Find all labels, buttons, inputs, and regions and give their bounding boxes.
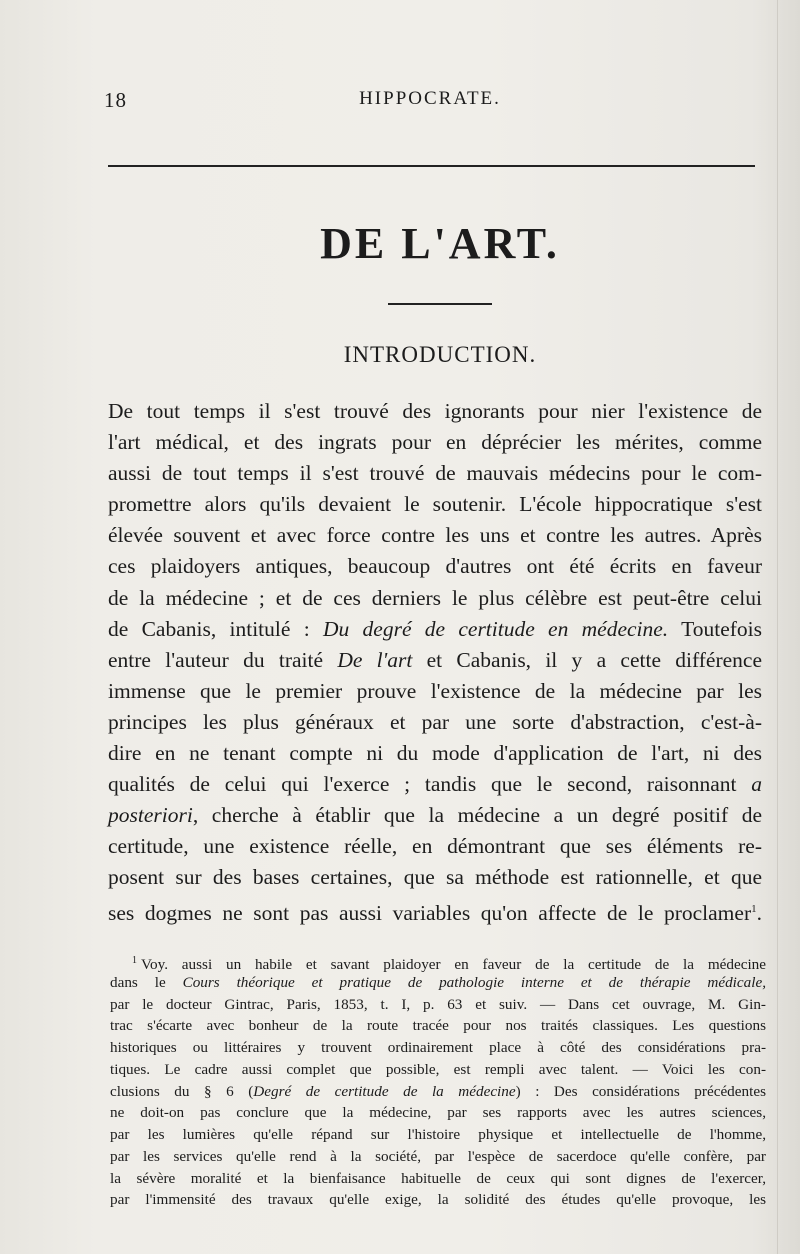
- footnote-line: [110, 1146, 766, 1168]
- text-span: Toutefois: [668, 616, 762, 641]
- italic-posteriori: posteriori: [108, 803, 193, 828]
- footnote-line: [110, 1081, 766, 1103]
- text-line: [108, 676, 762, 707]
- text-span: posent sur des bases certaines, que sa méthode est rationnelle, et que: [108, 865, 762, 890]
- text-span: Voy. aussi un habile et savant plaidoyer en faveur de la certitude de la médecine: [141, 956, 766, 974]
- text-span: entre l'auteur du traité: [108, 647, 338, 672]
- treatise-title: De l'art: [337, 647, 413, 672]
- text-line: [108, 862, 762, 893]
- text-line: [108, 738, 762, 769]
- text-line: [108, 396, 762, 427]
- text-span: ) : Des considérations précédentes: [515, 1082, 766, 1100]
- text-span: dire en ne tenant compte ni du mode d'application de l'art, ni des: [108, 741, 762, 766]
- text-line: [108, 520, 762, 551]
- footnote-line: [110, 1124, 766, 1146]
- text-span: .: [756, 900, 762, 925]
- footnote-line: [110, 1189, 766, 1211]
- text-span: tiques. Le cadre aussi complet que possible, est rempli avec talent. — Voici les con-: [110, 1060, 766, 1078]
- text-span: l'art médical, et des ingrats pour en déprécier les mérites, comme: [108, 430, 762, 455]
- footnote: [110, 950, 766, 1211]
- running-head: [104, 88, 756, 118]
- cited-work-title: Cours théorique et pratique de pathologie interne et de thérapie médicale,: [182, 973, 766, 991]
- footnote-line: [110, 994, 766, 1016]
- text-span: clusions du § 6 (: [110, 1082, 254, 1100]
- footnote-reference[interactable]: 1: [751, 902, 757, 915]
- text-span: De tout temps il s'est trouvé des ignorants pour nier l'existence de: [108, 399, 762, 423]
- footnote-line: [110, 1102, 766, 1124]
- text-span: certitude, une existence réelle, en démontrant que ses éléments re-: [108, 834, 762, 859]
- text-line: [108, 551, 762, 582]
- text-span: , cherche à établir que la médecine a un degré positif de: [192, 803, 762, 828]
- text-span: aussi de tout temps il s'est trouvé de mauvais médecins pour le com-: [108, 461, 762, 486]
- footnote-line: [110, 1037, 766, 1059]
- text-line: [108, 707, 762, 738]
- page-number: 18: [104, 88, 127, 112]
- text-line: [108, 614, 762, 645]
- running-title: HIPPOCRATE.: [359, 88, 501, 109]
- text-span: trac s'écarte avec bonheur de la route tracée pour nos traités classiques. Les questions: [110, 1017, 766, 1035]
- footnote-line: [110, 1168, 766, 1190]
- footnote-mark: 1: [132, 955, 137, 966]
- text-span: élevée souvent et avec force contre les uns et contre les autres. Après: [108, 523, 762, 548]
- text-span: dans le: [110, 973, 183, 991]
- text-line: [108, 427, 762, 458]
- text-span: qualités de celui qui l'exerce ; tandis que le second, raisonnant: [108, 772, 752, 797]
- book-title-cabanis: Du degré de certitude en médecine.: [322, 616, 669, 641]
- footnote-line: [110, 972, 766, 994]
- text-span: promettre alors qu'ils devaient le soutenir. L'école hippocratique s'est: [108, 492, 762, 517]
- text-span: par les lumières qu'elle répand sur l'histoire physique et intellectuelle de l'homme,: [110, 1126, 766, 1143]
- footnote-line: [110, 950, 766, 972]
- text-line: [108, 489, 762, 520]
- header-rule: [108, 165, 755, 167]
- section-title: INTRODUCTION.: [343, 342, 537, 367]
- text-span: ses dogmes ne sont pas aussi variables qu'on affecte de le proclamer: [108, 900, 752, 925]
- text-line: [108, 894, 762, 925]
- text-span: ne doit-on pas conclure que la médecine, par ses rapports avec les autres sciences,: [110, 1104, 766, 1122]
- text-span: la sévère moralité et la bienfaisance habituelle de ceux qui sont dignes de l'exercer,: [110, 1169, 766, 1187]
- text-span: par les services qu'elle rend à la société, par l'espèce de sacerdoce qu'elle confère, par: [110, 1147, 766, 1165]
- text-span: ces plaidoyers antiques, beaucoup d'autres ont été écrits en faveur: [108, 554, 762, 579]
- text-span: de Cabanis, intitulé :: [108, 616, 323, 641]
- body-text: [108, 396, 762, 925]
- footnote-line: [110, 1015, 766, 1037]
- text-span: et Cabanis, il y a cette différence: [412, 647, 763, 672]
- cited-section-title: Degré de certitude de la médecine: [253, 1082, 516, 1100]
- text-line: [108, 831, 762, 862]
- text-span: par l'immensité des travaux qu'elle exige, la solidité des études qu'elle provoque, les: [110, 1191, 766, 1209]
- text-line: [108, 458, 762, 489]
- text-line: [108, 645, 762, 676]
- text-span: de la médecine ; et de ces derniers le plus célèbre est peut-être celui: [108, 585, 762, 610]
- italic-a: a: [751, 772, 762, 797]
- footnote-line: [110, 1059, 766, 1081]
- text-span: par le docteur Gintrac, Paris, 1853, t. I, p. 63 et suiv. — Dans cet ouvrage, M. Gin-: [110, 995, 766, 1013]
- text-line: [108, 583, 762, 614]
- text-line: [108, 800, 762, 831]
- text-span: historiques ou littéraires y trouvent ordinairement place à côté des considérations pra-: [110, 1039, 766, 1056]
- text-line: [108, 769, 762, 800]
- chapter-title: DE L'ART.: [320, 219, 560, 268]
- title-rule: [388, 303, 492, 305]
- text-span: principes les plus généraux et par une sorte d'abstraction, c'est-à-: [108, 709, 762, 734]
- text-span: immense que le premier prouve l'existence de la médecine par les: [108, 678, 762, 703]
